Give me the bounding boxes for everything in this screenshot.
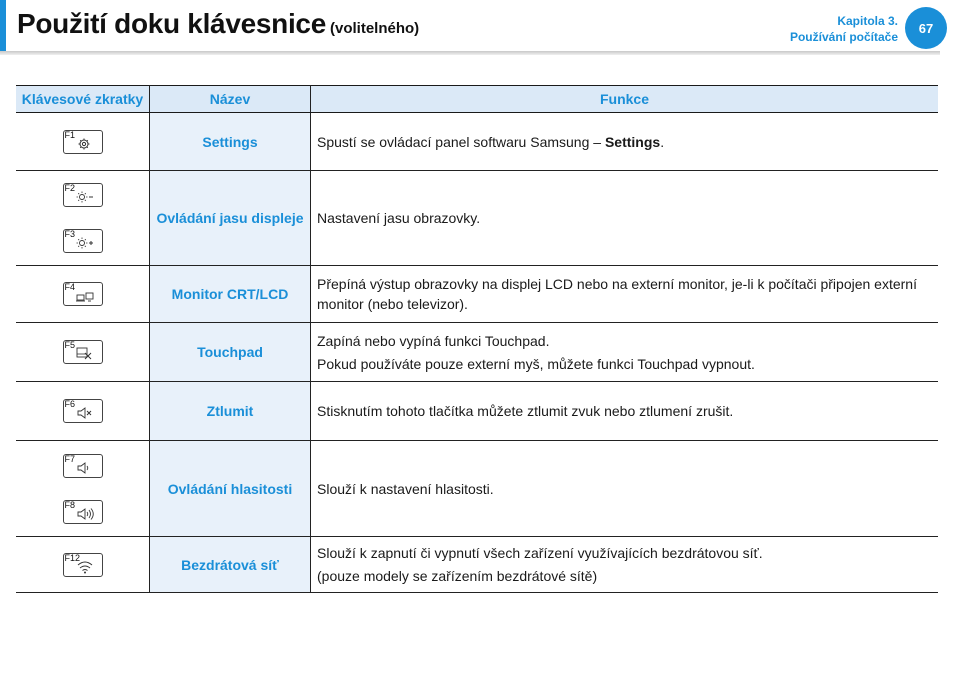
shortcut-name: Ovládání hlasitosti xyxy=(150,441,311,537)
page-title xyxy=(17,8,419,40)
shortcut-function: Slouží k nastavení hlasitosti. xyxy=(311,441,939,537)
brightness-up-icon xyxy=(76,236,94,250)
shortcut-cell xyxy=(16,171,150,266)
key-label: F1 xyxy=(64,129,76,140)
table-row xyxy=(16,113,938,171)
function-line: Pokud používáte pouze externí myš, můžete funkci Touchpad vypnout. xyxy=(317,355,755,372)
shortcut-table xyxy=(16,85,938,593)
shortcut-name: Ovládání jasu displeje xyxy=(150,171,311,266)
shortcut-name: Ztlumit xyxy=(150,382,311,441)
key-label: F6 xyxy=(64,399,76,409)
shortcut-function: Přepíná výstup obrazovky na displej LCD nebo na externí monitor, je-li k počítači připojen externí monitor (nebo televizor). xyxy=(311,266,939,323)
page-title-text: Použití doku klávesnice xyxy=(17,8,326,39)
column-header-name: Název xyxy=(150,86,311,113)
key-f12 xyxy=(63,553,103,577)
display-switch-icon xyxy=(76,289,94,303)
key-f3 xyxy=(63,229,103,253)
key-f5 xyxy=(63,340,103,364)
function-emphasis: Settings xyxy=(604,133,661,150)
column-header-function: Funkce xyxy=(311,86,939,113)
volume-up-icon xyxy=(76,507,94,521)
key-label: F7 xyxy=(64,453,76,464)
page-number-badge: 67 xyxy=(905,7,947,49)
table-row xyxy=(16,323,938,382)
key-label: F3 xyxy=(64,229,76,239)
shortcut-name: Bezdrátová síť xyxy=(150,537,311,593)
touchpad-icon xyxy=(76,347,94,361)
key-f6 xyxy=(63,399,103,423)
key-label: F12 xyxy=(64,552,81,563)
shortcut-cell xyxy=(16,266,150,323)
function-text: Spustí se ovládací panel softwaru Samsung – xyxy=(317,133,605,150)
chapter-label xyxy=(790,13,898,45)
key-label: F4 xyxy=(64,282,76,292)
table-row xyxy=(16,382,938,441)
shortcut-function: Nastavení jasu obrazovky. xyxy=(311,171,939,266)
volume-down-icon xyxy=(76,461,94,475)
shortcut-name: Settings xyxy=(150,113,311,171)
wireless-icon xyxy=(76,560,94,574)
function-line: (pouze modely se zařízením bezdrátové sítě) xyxy=(317,568,598,584)
mute-icon xyxy=(76,406,94,420)
shortcut-name: Monitor CRT/LCD xyxy=(150,266,311,323)
shortcut-cell xyxy=(16,441,150,537)
page-title-suffix: (volitelného) xyxy=(329,20,420,37)
shortcut-cell xyxy=(16,323,150,382)
function-line: Slouží k zapnutí či vypnutí všech zařízení využívajících bezdrátovou síť. xyxy=(317,545,763,561)
table-row xyxy=(16,266,938,323)
shortcut-cell xyxy=(16,382,150,441)
key-f7 xyxy=(63,454,103,478)
key-f4 xyxy=(63,282,103,306)
shortcut-cell xyxy=(16,537,150,593)
shortcut-function: Stisknutím tohoto tlačítka můžete ztlumit zvuk nebo ztlumení zrušit. xyxy=(311,382,939,441)
key-label: F5 xyxy=(64,340,76,350)
table-row xyxy=(16,441,938,537)
chapter-title: Používání počítače xyxy=(789,30,898,44)
settings-gear-icon xyxy=(76,137,94,151)
chapter-number: Kapitola 3. xyxy=(837,14,898,28)
shortcut-name: Touchpad xyxy=(150,323,311,382)
shortcut-function xyxy=(311,323,939,382)
column-header-shortcuts: Klávesové zkratky xyxy=(16,86,150,113)
shortcut-function xyxy=(311,113,939,171)
header-divider xyxy=(0,51,940,55)
key-label: F2 xyxy=(64,183,76,193)
shortcut-function xyxy=(311,537,939,593)
shortcut-cell xyxy=(16,113,150,171)
key-f8 xyxy=(63,500,103,524)
table-row xyxy=(16,537,938,593)
brightness-down-icon xyxy=(76,190,94,204)
function-text-end: . xyxy=(660,133,665,150)
key-label: F8 xyxy=(64,499,76,510)
key-f1 xyxy=(63,130,103,154)
table-header-row xyxy=(16,86,938,113)
key-f2 xyxy=(63,183,103,207)
function-line: Zapíná nebo vypíná funkci Touchpad. xyxy=(317,332,550,349)
table-row xyxy=(16,171,938,266)
header-accent-bar xyxy=(0,0,6,52)
